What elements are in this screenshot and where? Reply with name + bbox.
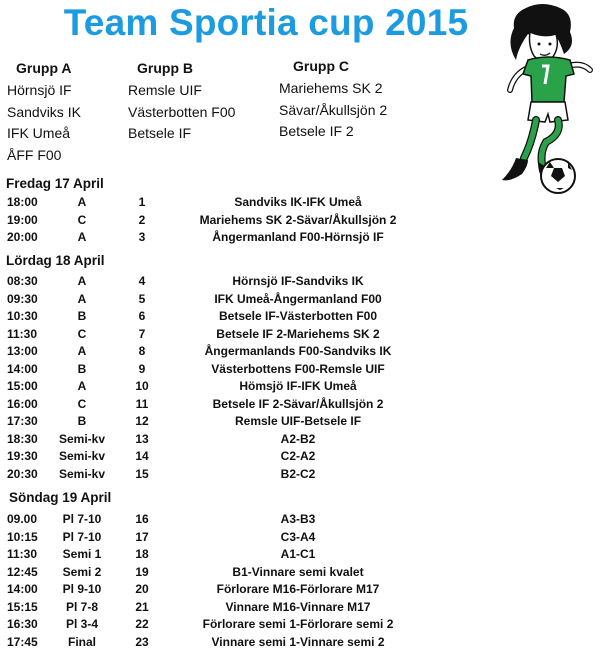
page-title: Team Sportia cup 2015: [63, 2, 469, 43]
match-time: 11:30: [7, 547, 38, 561]
match-time: 15:15: [7, 599, 38, 614]
schedule-saturday: [0, 274, 600, 484]
match-row: 20:00 A 3 Ångermanland F00-Hörnsjö IF: [7, 230, 384, 244]
match-time: 09.00: [7, 512, 38, 526]
match-time: 16:00: [7, 396, 38, 411]
match-time: 10:30: [7, 309, 38, 323]
match-row: 20:30 Semi-kv 15 B2-C2: [7, 466, 316, 481]
match-time: 08:30: [7, 274, 38, 288]
match-time: 17:45: [7, 634, 38, 649]
match-row: 14:00 Pl 9-10 20 Förlorare M16-Förlorare M17: [7, 582, 380, 596]
match-row: 09:30 A 5 IFK Umeå-Ångermanland F00: [7, 291, 382, 306]
match-time: 09:30: [7, 291, 38, 306]
match-time: 20:00: [7, 230, 38, 244]
match-time: 14:00: [7, 582, 38, 596]
match-time: 18:30: [7, 431, 38, 446]
match-time: 19:30: [7, 449, 38, 463]
match-row: 13:00 A 8 Ångermanlands F00-Sandviks IK: [7, 344, 392, 358]
match-row: 18:00 A 1 Sandviks IK-IFK Umeå: [7, 195, 362, 209]
match-row: 19:00 C 2 Mariehems SK 2-Sävar/Åkullsjön 2: [7, 212, 397, 227]
group-title: Grupp A: [16, 60, 72, 76]
match-row: 14:00 B 9 Västerbottens F00-Remsle UIF: [7, 361, 385, 376]
team-name: Sävar/Åkullsjön 2: [279, 101, 388, 118]
match-row: 18:30 Semi-kv 13 A2-B2: [7, 431, 316, 446]
match-row: 11:30 Semi 1 18 A1-C1: [7, 547, 316, 561]
match-time: 15:00: [7, 379, 38, 393]
team-name: Hörnsjö IF: [7, 82, 72, 98]
match-time: 20:30: [7, 466, 38, 481]
match-row: 11:30 C 7 Betsele IF 2-Mariehems SK 2: [7, 326, 380, 341]
match-time: 13:00: [7, 344, 38, 358]
schedule-sunday: [0, 512, 600, 652]
day-heading-sunday: Söndag 19 April: [9, 490, 112, 505]
match-time: 14:00: [7, 361, 38, 376]
match-time: 10:15: [7, 529, 38, 544]
match-time: 17:30: [7, 414, 38, 428]
match-time: 16:30: [7, 617, 38, 631]
team-name: ÅFF F00: [7, 146, 62, 163]
group-c: [279, 58, 387, 143]
match-row: 15:00 A 10 Hömsjö IF-IFK Umeå: [7, 379, 357, 393]
team-name: Mariehems SK 2: [279, 80, 383, 96]
match-row: 09.00 Pl 7-10 16 A3-B3: [7, 512, 316, 526]
day-heading-friday: Fredag 17 April: [6, 176, 104, 191]
schedule-friday: [0, 195, 600, 248]
team-name: Betsele IF 2: [279, 123, 354, 139]
team-name: Remsle UIF: [128, 82, 202, 98]
match-time: 12:45: [7, 564, 38, 579]
match-row: 17:45 Final 23 Vinnare semi 1-Vinnare semi 2: [7, 634, 385, 649]
match-row: 16:30 Pl 3-4 22 Förlorare semi 1-Förlorare semi 2: [7, 617, 394, 631]
match-row: 12:45 Semi 2 19 B1-Vinnare semi kvalet: [7, 564, 364, 579]
day-heading-saturday: Lördag 18 April: [6, 253, 105, 268]
match-row: 10:15 Pl 7-10 17 C3-A4: [7, 529, 316, 544]
match-row: 16:00 C 11 Betsele IF 2-Sävar/Åkullsjön 2: [7, 396, 384, 411]
match-time: 11:30: [7, 326, 38, 341]
team-name: IFK Umeå: [7, 125, 71, 141]
match-row: 19:30 Semi-kv 14 C2-A2: [7, 449, 316, 463]
group-title: Grupp C: [293, 58, 349, 74]
team-name: Västerbotten F00: [128, 103, 236, 120]
match-row: 10:30 B 6 Betsele IF-Västerbotten F00: [7, 309, 378, 323]
group-a: [7, 60, 81, 166]
group-title: Grupp B: [137, 60, 193, 76]
team-name: Sandviks IK: [7, 103, 81, 120]
soccer-player-illustration: [498, 2, 598, 196]
match-time: 18:00: [7, 195, 38, 209]
match-row: 17:30 B 12 Remsle UIF-Betsele IF: [7, 414, 362, 428]
match-row: 08:30 A 4 Hörnsjö IF-Sandviks IK: [7, 274, 364, 288]
match-row: 15:15 Pl 7-8 21 Vinnare M16-Vinnare M17: [7, 599, 371, 614]
team-name: Betsele IF: [128, 125, 192, 141]
match-time: 19:00: [7, 212, 38, 227]
group-b: [128, 60, 235, 145]
